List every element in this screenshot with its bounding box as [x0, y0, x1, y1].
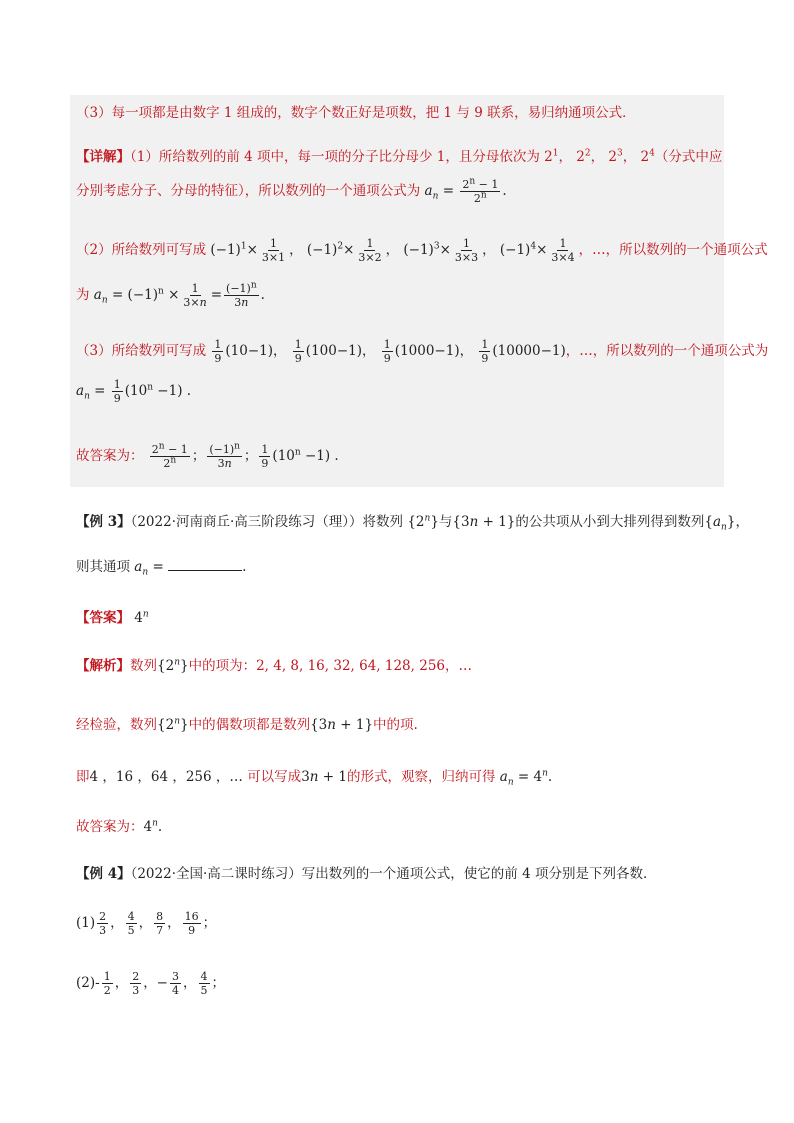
example-4-tag: 【例 4】 — [76, 866, 131, 882]
answer-value: 4 — [134, 610, 143, 626]
answer-tag: 【答案】 — [76, 610, 130, 626]
namely-terms: 4 ，16 ，64 ，256 ，… — [89, 769, 243, 785]
example-3-text-d: ， — [735, 514, 749, 530]
detail-tag: 【详解】 — [76, 149, 130, 165]
example-3-analysis: 【解析】数列{2$^n$}中的项为：2, 4, 8, 16, 32, 64, 128, 256，… — [76, 657, 472, 674]
example-3-text-a: 将数列 — [362, 514, 404, 530]
example-4-item-2: (2)- $\frac{1}{2}$ ， $\frac{2}{3}$ ，− $\frac{3}{4}$ ， $\frac{4}{5}$ ； — [76, 970, 225, 997]
item-2-label: (2)- — [76, 975, 100, 991]
item-1-label: (1) — [76, 915, 96, 931]
detail-2-text-b: ，…，所以数列的一个通项公式 — [578, 242, 768, 258]
analysis-text-a: 数列 — [130, 658, 157, 674]
hint-text: （3）每一项都是由数字 1 组成的，数字个数正好是项数，把 1 与 9 联系，易归纳通项公式． — [76, 105, 636, 121]
detail-1-line-2 — [76, 178, 507, 205]
analysis-text-b: 中的项为： — [188, 658, 257, 674]
detail-1-line-1: 【详解】（1）所给数列的前 4 项中，每一项的分子比分母少 1，且分母依次为 $2^1$， $2^2$， $2^3$， $2^4$（分式中应 — [76, 148, 723, 165]
answer-blank — [168, 556, 242, 571]
analysis-terms: 2, 4, 8, 16, 32, 64, 128, 256，… — [256, 658, 472, 674]
detail-3-terms: $\frac{1}{9}$ (10−1)， $\frac{1}{9}$ (100−1)， $\frac{1}{9}$ (1000−1)， $\frac{1}{9}$ (10000−1) — [214, 338, 566, 365]
example-3-source: （2022·河南商丘·高三阶段练习（理）） — [130, 514, 363, 530]
example-3-text-c: 的公共项从小到大排列得到数列 — [515, 514, 705, 530]
check-text-b: 中的偶数项都是数列 — [188, 717, 311, 733]
formula-an-3: $a_n$ = $\frac{1}{9}$ $(10^n -1)$ . — [76, 378, 192, 405]
example-3-answer: 【答案】 4$^n$ — [76, 609, 149, 626]
detail-2-text: （2）所给数列可写成 — [76, 242, 207, 258]
namely-text-c: 的形式，观察，归纳可得 — [346, 769, 496, 785]
detail-2-line-1 — [76, 237, 768, 264]
detail-2-terms: $(-1)^1\times$ $\frac{1}{3\times 1}$ ， $(-1)^2\times$ $\frac{1}{3\times 2}$ ， $(-1)^3\times$ $\frac{1}{3\times 3}$ ， $(-1)^4\times$ $\frac{1}{3\times 4}$ — [210, 237, 575, 264]
check-text-c: 中的项. — [373, 717, 418, 733]
formula-an-1: $a_n$ = $\frac{2^n - 1}{2^n}$ . — [424, 176, 507, 205]
example-4-line-1 — [76, 864, 656, 884]
example-4-item-1: (1) $\frac{2}{3}$ ， $\frac{4}{5}$ ， $\frac{8}{7}$ ， $\frac{16}{9}$ ； — [76, 910, 217, 937]
example-4-text: 写出数列的一个通项公式，使它的前 4 项分别是下列各数． — [301, 866, 657, 882]
solution-hint-3 — [76, 103, 636, 123]
detail-3-text: （3）所给数列可写成 — [76, 343, 207, 359]
detail-3-line-1 — [76, 338, 768, 365]
detail-1-line2-text: 分别考虑分子、分母的特征），所以数列的一个通项公式为 — [76, 183, 421, 199]
detail-2-line-2 — [76, 282, 265, 309]
formula-an-2: $a_n = (-1)^n$ × $\frac{1}{3\times n}$ = $\frac{(-1)^n}{3n}$ . — [93, 280, 265, 309]
detail-3-text-b: ，…，所以数列的一个通项公式为 — [565, 343, 769, 359]
example-3-namely: 即4 ，16 ，64 ，256 ，… 可以写成3n + 1的形式，观察，归纳可得 $a_n = 4^n$. — [76, 768, 553, 788]
example-3-line-1: 【例 3】（2022·河南商丘·高三阶段练习（理））将数列 {2$^n$}与{3n + 1}的公共项从小到大排列得到数列$\{a_n\}$， — [76, 513, 749, 533]
example-3-tag: 【例 3】 — [76, 514, 131, 530]
example-3-line-2: 则其通项 $a_n$ = . — [76, 556, 246, 577]
analysis-tag: 【解析】 — [76, 658, 130, 674]
example-4-source: （2022·全国·高二课时练习） — [130, 866, 302, 882]
example-3-question: 则其通项 — [76, 559, 130, 575]
solution-answer-line — [76, 443, 339, 470]
namely-text-b: 可以写成 — [247, 769, 302, 785]
answer-formulas: $\frac{2^n - 1}{2^n}$ ； $\frac{(-1)^n}{3n}$ ； $\frac{1}{9}$ $(10^n -1)$ . — [151, 441, 339, 470]
detail-1-text-b: （分式中应 — [654, 149, 723, 165]
detail-3-line-2 — [76, 378, 191, 405]
check-text-a: 经检验，数列 — [76, 717, 157, 733]
example-3-text-b: 与 — [438, 514, 453, 530]
detail-2-line2-text: 为 — [76, 287, 90, 303]
detail-1-text: （1）所给数列的前 4 项中，每一项的分子比分母少 1，且分母依次为 2 — [130, 149, 553, 165]
final-label: 故答案为： — [76, 819, 144, 835]
example-3-final: 故答案为：4$^n$. — [76, 818, 163, 835]
answer-label: 故答案为： — [76, 448, 144, 464]
namely-text-a: 即 — [76, 769, 90, 785]
example-3-check: 经检验，数列{2$^n$}中的偶数项都是数列{3n + 1}中的项. — [76, 716, 418, 733]
